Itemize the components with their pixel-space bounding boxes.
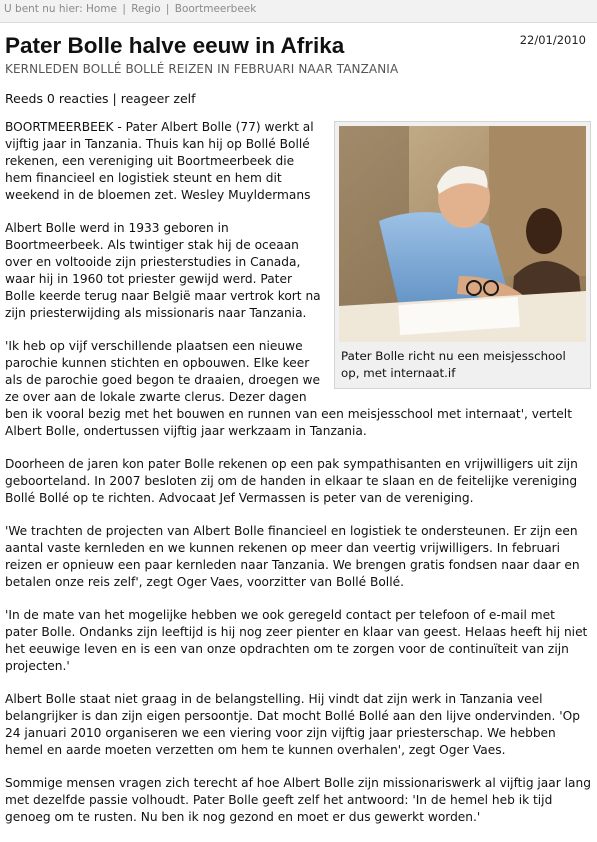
breadcrumb-separator: | [165,3,170,15]
breadcrumb-prefix: U bent nu hier: [4,3,83,15]
article-paragraph: 'We trachten de projecten van Albert Bolle financieel en logistiek te ondersteunen. Er zijn een aantal vaste kernleden en we kunnen rekenen op meer dan veertig vrijwilligers. In februari reizen er opnieuw een paar kernleden naar Tanzania. We brengen gratis fondsen naar daar en betalen onze reis zelf', zegt Oger Vaes, voorzitter van Bollé Bollé. [5,524,580,589]
article-subtitle: KERNLEDEN BOLLÉ BOLLÉ REIZEN IN FEBRUARI NAAR TANZANIA [5,62,399,76]
article-title: Pater Bolle halve eeuw in Afrika [5,33,345,58]
article-paragraph: 'Ik heb op vijf verschillende plaatsen een nieuwe parochie kunnen stichten en opbouwen. Elke keer als de parochie goed begon te draaien, droegen we ze over aan de lokale zwarte clerus. Dezer dagen ben ik vooral bezig met het bouwen en runnen van een meisjesschool met internaat', vertelt Albert Bolle, ondertussen vijftig jaar werkzaam in Tanzania. [5,339,572,438]
breadcrumb-link-home[interactable]: Home [85,3,117,15]
article-paragraph: Albert Bolle werd in 1933 geboren in Boortmeerbeek. Als twintiger stak hij de oceaan over en voltooide zijn priesterstudies in Canada, waar hij in 1960 tot priester gewijd werd. Pater Bolle keerde terug naar België maar vertrok kort na zijn priesterwijding als missionaris naar Tanzania. [5,221,321,320]
article-paragraph: Albert Bolle staat niet graag in de belangstelling. Hij vindt dat zijn werk in Tanzania veel belangrijker is dan zijn eigen persoontje. Dat mocht Bollé Bollé aan den lijve ondervinden. 'Op 24 januari 2010 organiseren we een viering voor zijn vijftig jaar priesterschap. We hebben hemel en aarde moeten verzetten om hem te kunnen overhalen', zegt Oger Vaes. [5,692,580,757]
article-figure [334,121,591,389]
article-paragraph: Sommige mensen vragen zich terecht af hoe Albert Bolle zijn missionariswerk al vijftig jaar lang met dezelfde passie volhoudt. Pater Bolle geeft zelf het antwoord: 'In de hemel heb ik tijd genoeg om te rusten. Nu ben ik nog gezond en moet er dus gewerkt worden.' [5,776,591,824]
article-paragraph: Doorheen de jaren kon pater Bolle rekenen op een pak sympathisanten en vrijwilligers uit zijn geboorteland. In 2007 besloten zij om de handen in elkaar te slaan en de feitelijke vereniging Bollé Bollé op te richten. Advocaat Jef Vermassen is peter van de vereniging. [5,457,578,505]
article-body [5,119,591,842]
reactions-bar [5,91,196,106]
article-paragraph: BOORTMEERBEEK - Pater Albert Bolle (77) werkt al vijftig jaar in Tanzania. Thuis kan hij op Bollé Bollé rekenen, een vereniging uit Boortmeerbeek die hem financieel en logistiek steunt en hem dit weekend in de bloemen zet. Wesley Muyldermans [5,120,314,202]
article-photo[interactable] [339,126,586,342]
article-paragraph: 'In de mate van het mogelijke hebben we ook geregeld contact per telefoon of e-mail met pater Bolle. Ondanks zijn leeftijd is hij nog zeer pienter en klaar van geest. Helaas heeft hij niet het eeuwige leven en is een van onze opdrachten om te zorgen voor de continuïteit van zijn projecten.' [5,608,588,673]
breadcrumb-bar [0,0,597,23]
breadcrumb-link-regio[interactable]: Regio [131,3,161,15]
reactions-count-link[interactable]: Reeds 0 reacties [5,91,109,106]
reactions-separator: | [112,91,117,106]
breadcrumb-separator: | [122,3,126,15]
react-link[interactable]: reageer zelf [120,91,196,106]
breadcrumb-link-boortmeerbeek[interactable]: Boortmeerbeek [174,3,257,15]
article-date: 22/01/2010 [519,33,586,47]
photo-caption: Pater Bolle richt nu een meisjesschool op, met internaat.if [341,349,566,380]
breadcrumb [4,3,256,15]
